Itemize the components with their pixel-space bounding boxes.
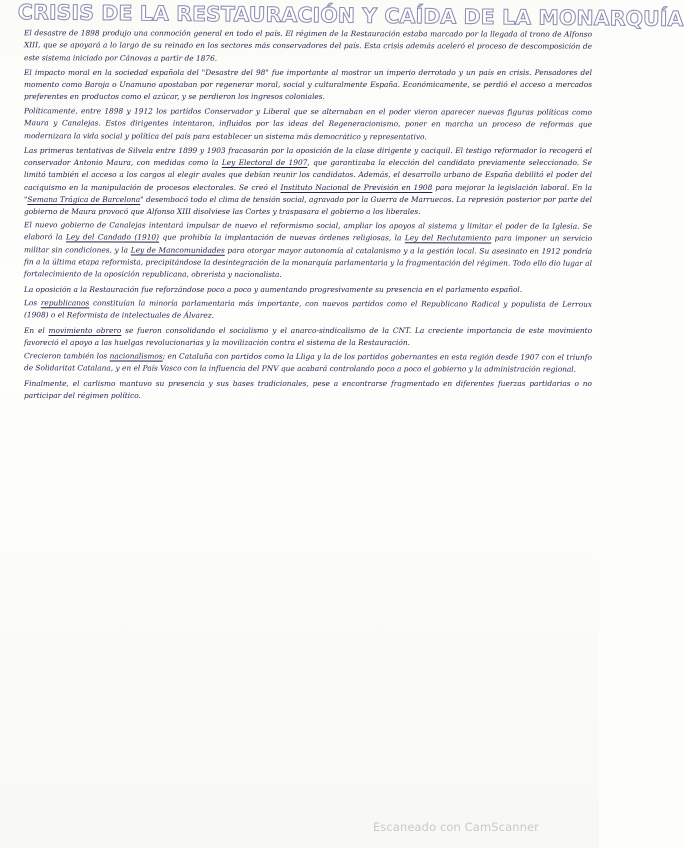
text-run: Los (24, 298, 41, 308)
paragraph (24, 378, 592, 403)
handwritten-body (24, 28, 592, 405)
paragraph (24, 325, 592, 350)
text-run: que prohibía la implantación de nuevas órdenes religiosas, la (159, 233, 405, 244)
underlined-term: nacionalismos (109, 351, 163, 362)
text-run: , que garantizaba la elección del candidato previamente seleccionado. Se limitó también el acceso a los cargos al elegir avales que debían reunir los candidatos. Además, el desarrollo urbano de España debilitó el poder del caciquismo en la manipulación de procesos electorales. Se creó el (24, 157, 592, 192)
text-run: para imponer un servicio militar sin condiciones, y la (23, 234, 593, 255)
scanner-watermark: Escaneado con CamScanner (372, 820, 539, 834)
text-run: ; en Cataluña con partidos como la Lliga y la de los partidos gobernantes en esta región desde 1907 con el triunfo de Solidaritat Catalana, y en el País Vasco con la influencia del PNV que acabará controlando poco a poco el gobierno y la administración regional. (23, 352, 593, 375)
underlined-term: Semana Trágica de Barcelona (27, 194, 141, 204)
paragraph (24, 67, 592, 104)
text-run: El impacto moral en la sociedad española del "Desastre del 98" fue importante al mostrar un imperio derrotado y un país en crisis. Pensadores del momento como Baroja o Unamuno apostaban por regenerar moral, social y culturalmente España. Económicamente, se perdió el acceso a mercados preferentes en productos como el azúcar, y se perdieron los ingresos coloniales. (24, 67, 592, 102)
text-run: Políticamente, entre 1898 y 1912 los partidos Conservador y Liberal que se alternaban en el poder vieron aparecer nuevas figuras políticas como Maura y Canalejas. Estos dirigentes intentaron, influidos por las ideas del Regeneracionismo, poner en marcha un proceso de reformas que modernizara la vida social y política del país para establecer un sistema más democrático y representativo. (23, 106, 593, 141)
text-run: El nuevo gobierno de Canalejas intentará impulsar de nuevo el reformismo social, ampliar los apoyos al sistema y limitar el poder de la Iglesia. Se elaboró la (24, 220, 593, 243)
paragraph (24, 220, 592, 283)
paragraph (24, 351, 592, 377)
underlined-term: Ley Electoral de 1907 (221, 157, 308, 167)
text-run: El desastre de 1898 produjo una conmoción general en todo el país. El régimen de la Restauración estaba marcado por la llegada al trono de Alfonso XIII, que se apoyará a lo largo de su reinado en los sectores más conservadores del país. Esta crisis además aceleró el proceso de descomposición de este sistema iniciado por Cánovas a partir de 1876. (23, 28, 593, 63)
underlined-term: movimiento obrero (48, 325, 122, 335)
text-run: constituían la minoría parlamentaria más importante, con nuevos partidos como el Republicano Radical y populista de Lerroux (1908) o el Reformista de intelectuales de Álvarez. (23, 298, 593, 321)
underlined-term: Ley del Reclutamiento (404, 234, 492, 244)
paragraph (24, 284, 592, 296)
text-run: para mejorar la legislación laboral. En la " (24, 182, 592, 204)
text-run: " desembocó todo el clima de tensión social, agravado por la Guerra de Marruecos. La represión posterior por parte del gobierno de Maura provocó que Alfonso XIII disolviese las Cortes y traspasara el gobierno a los liberales. (24, 194, 592, 217)
text-run: Crecieron también los (24, 351, 110, 361)
underlined-term: republicanos (40, 298, 90, 308)
text-run: En el (24, 325, 49, 335)
document-title: CRISIS DE LA RESTAURACIÓN Y CAÍDA DE LA MONARQUÍA (17, 0, 684, 31)
paragraph (24, 297, 592, 323)
underlined-term: Ley del Candado (1910) (66, 233, 160, 243)
text-run: Finalmente, el carlismo mantuvo su presencia y sus bases tradicionales, pese a encontrarse fragmentado en diferentes fuerzas partidarias o no participar del régimen político. (24, 379, 592, 401)
paragraph (24, 27, 592, 65)
text-run: se fueron consolidando el socialismo y el anarco-sindicalismo de la CNT. La creciente importancia de este movimiento favoreció el apoyo a las huelgas revolucionarias y la movilización contra el sistema de la Restauración. (24, 325, 593, 348)
underlined-term: Ley de Mancomunidades (130, 245, 225, 255)
text-run: para otorgar mayor autonomía al catalanismo y a la gestión local. Su asesinato en 1912 pondría fin a la última etapa reformista, precipitándose la desintegración de la monarquía parlamentaria y la fragmentación del régimen. Todo ello dio lugar al fortalecimiento de la oposición republicana, obrerista y nacionalista. (23, 245, 593, 280)
underlined-term: Instituto Nacional de Previsión en 1908 (280, 182, 433, 192)
text-run: Las primeras tentativas de Silvela entre 1899 y 1903 fracasarán por la oposición de la clase dirigente y caciquil. El testigo reformador lo recogerá el conservador Antonio Maura, con medidas como la (24, 145, 592, 167)
paragraph (24, 105, 592, 143)
paragraph (24, 145, 592, 219)
text-run: La oposición a la Restauración fue reforzándose poco a poco y aumentando progresivamente su presencia en el parlamento español. (24, 284, 523, 294)
